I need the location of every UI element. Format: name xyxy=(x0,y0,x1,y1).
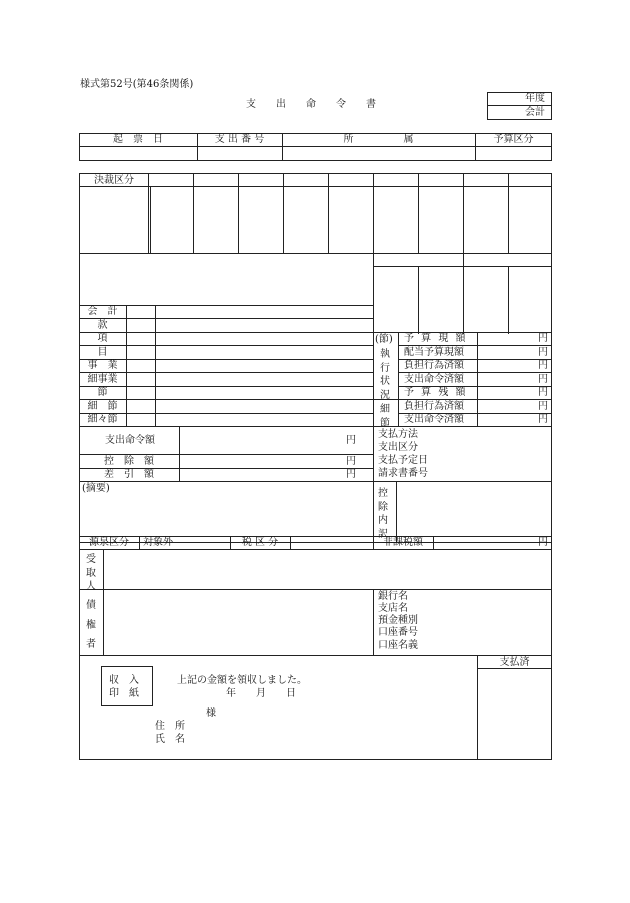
summary-label: (摘要) xyxy=(82,483,110,494)
decision-label: 決裁区分 xyxy=(94,175,134,186)
year-label: 年度 xyxy=(525,93,545,104)
receipt-sama: 様 xyxy=(206,708,216,719)
exec-row-3: 負担行為済額 xyxy=(404,360,464,371)
exec-yen-6: 円 xyxy=(538,401,548,412)
payment-class: 支出区分 xyxy=(378,442,418,453)
exec-yen-2: 円 xyxy=(538,347,548,358)
exec-yen-3: 円 xyxy=(538,360,548,371)
recipient-label: 受 取 人 xyxy=(86,554,96,592)
dept-input-cell[interactable] xyxy=(283,147,474,160)
budget-row-kan: 款 xyxy=(97,320,108,331)
bank-name: 銀行名 xyxy=(378,591,408,602)
exec-yen-5: 円 xyxy=(538,387,548,398)
date-input-cell[interactable] xyxy=(80,147,196,160)
order-amount-label: 支出命令額 xyxy=(105,435,155,446)
budget-row-kaikei: 会 計 xyxy=(87,306,118,317)
recipient-input[interactable] xyxy=(104,550,551,588)
deposit-type: 預金種別 xyxy=(378,615,418,626)
withholding-exempt: 対象外 xyxy=(143,537,173,548)
budget-class-input-cell[interactable] xyxy=(476,147,551,160)
summary-input[interactable] xyxy=(80,496,372,541)
form-title: 支 出 命 令 書 xyxy=(246,99,381,110)
exec-status-label: 執 行 状 況 xyxy=(380,349,390,401)
account-label: 会計 xyxy=(525,107,545,118)
withholding-label: 源泉区分 xyxy=(89,537,129,548)
receipt-address: 住 所 xyxy=(155,721,185,732)
payment-method: 支払方法 xyxy=(378,429,418,440)
budget-row-kou: 項 xyxy=(97,333,108,344)
header-number: 支 出 番 号 xyxy=(214,134,265,145)
account-holder: 口座名義 xyxy=(378,640,418,651)
deduction-detail-label: 控 除 内 訳 xyxy=(378,488,388,540)
deduction-label: 控 除 額 xyxy=(104,456,154,467)
paid-label: 支払済 xyxy=(499,657,530,668)
non-taxable-yen: 円 xyxy=(538,537,548,548)
number-input-cell[interactable] xyxy=(198,147,281,160)
stamp-label-1: 収 入 xyxy=(109,675,139,686)
saisetsu-vertical-label: 細 節 xyxy=(380,404,390,429)
paid-stamp-area[interactable] xyxy=(478,669,551,759)
budget-row-saijigyo: 細事業 xyxy=(87,374,118,385)
stamp-label-2: 印 紙 xyxy=(109,688,139,699)
receipt-name: 氏 名 xyxy=(155,734,185,745)
exec-row-5: 予 算 残 額 xyxy=(404,387,468,398)
budget-row-setsu: 節 xyxy=(97,387,108,398)
account-number: 口座番号 xyxy=(378,627,418,638)
budget-row-saisaisetsu: 細々節 xyxy=(87,414,118,425)
header-dept: 所 属 xyxy=(343,134,414,145)
branch-name: 支店名 xyxy=(378,603,408,614)
order-yen: 円 xyxy=(346,435,356,446)
net-input[interactable] xyxy=(180,469,340,480)
exec-row-4: 支出命令済額 xyxy=(404,374,464,385)
exec-yen-4: 円 xyxy=(538,374,548,385)
exec-row-1: 予 算 現 額 xyxy=(404,333,468,344)
budget-row-saisetsu: 細 節 xyxy=(87,401,118,412)
exec-row-2: 配当予算現額 xyxy=(404,347,464,358)
exec-yen-7: 円 xyxy=(538,414,548,425)
payment-due-date: 支払予定日 xyxy=(378,455,428,466)
exec-row-7: 支出命令済額 xyxy=(404,414,464,425)
tax-class-label: 税 区 分 xyxy=(241,537,279,548)
header-budget-class: 予算区分 xyxy=(493,134,534,145)
invoice-number: 請求書番号 xyxy=(378,468,428,479)
creditor-input[interactable] xyxy=(104,590,372,654)
setsu-paren-label: (節) xyxy=(375,334,393,345)
header-date: 起 票 日 xyxy=(113,134,163,145)
deduction-yen: 円 xyxy=(346,456,356,467)
non-taxable-label: 非課税額 xyxy=(383,537,423,548)
net-yen: 円 xyxy=(346,469,356,480)
order-amount-input[interactable] xyxy=(180,427,340,453)
deduction-input[interactable] xyxy=(180,455,340,467)
form-number: 様式第52号(第46条関係) xyxy=(80,79,194,90)
creditor-label: 債 権 者 xyxy=(86,600,106,650)
net-label: 差 引 額 xyxy=(104,469,154,480)
receipt-text: 上記の金額を領収しました。 xyxy=(177,675,307,686)
revenue-stamp-box xyxy=(101,666,153,706)
budget-row-jigyo: 事 業 xyxy=(87,360,118,371)
exec-yen-1: 円 xyxy=(538,333,548,344)
exec-row-6: 負担行為済額 xyxy=(404,401,464,412)
budget-row-moku: 目 xyxy=(97,347,108,358)
receipt-date: 年 月 日 xyxy=(226,688,296,699)
